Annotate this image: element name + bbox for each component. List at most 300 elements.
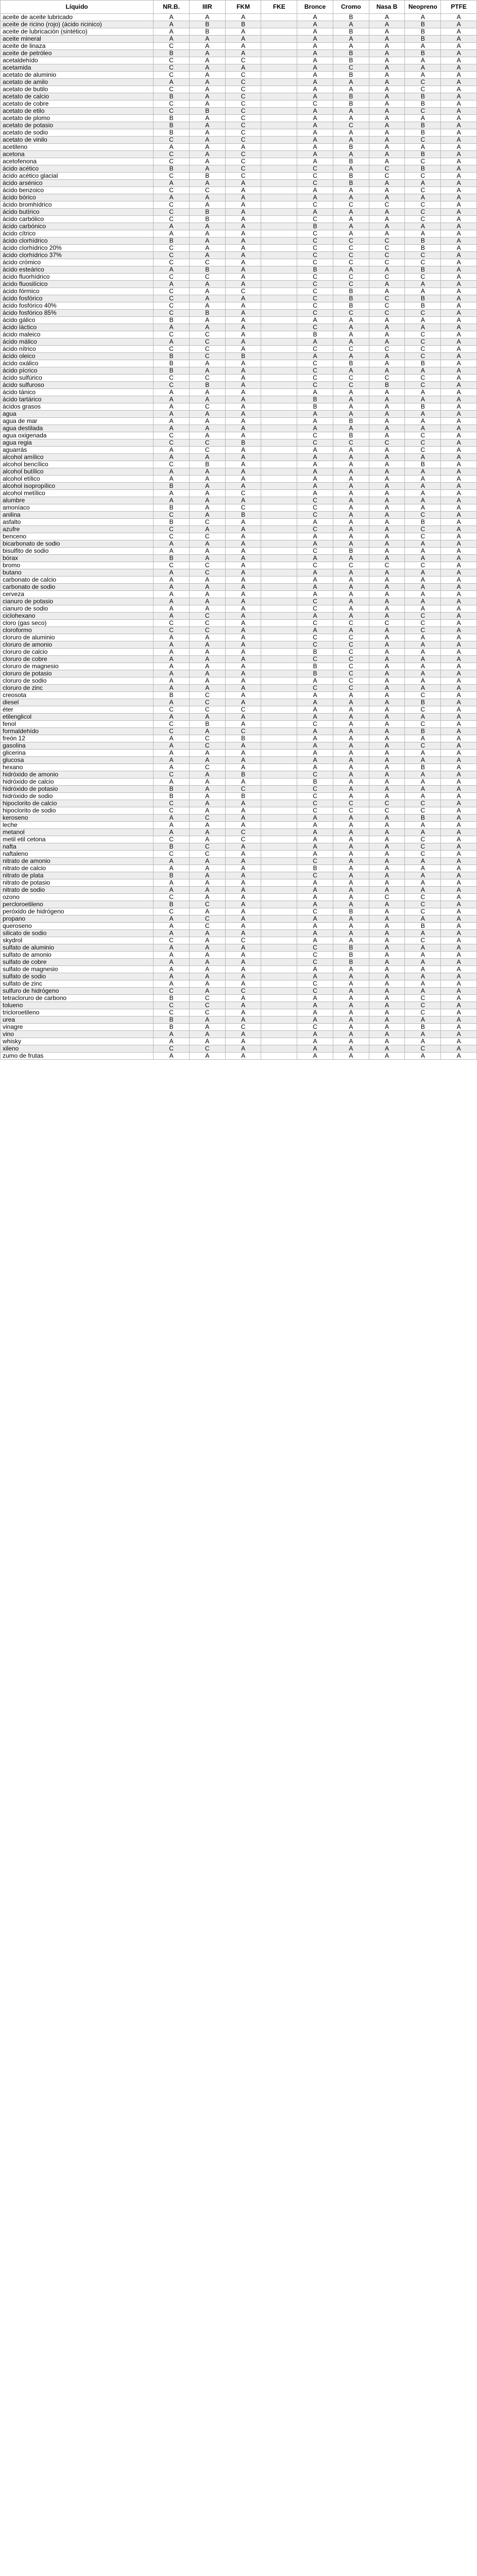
rating-cell: A bbox=[189, 137, 225, 144]
table-row bbox=[1, 79, 477, 86]
rating-cell: C bbox=[225, 57, 261, 64]
liquid-name-cell: ácido tánico bbox=[1, 389, 154, 396]
rating-cell bbox=[261, 187, 297, 194]
rating-cell bbox=[261, 598, 297, 605]
rating-cell: A bbox=[297, 613, 333, 620]
liquid-name-cell: aguarrás bbox=[1, 447, 154, 454]
rating-cell: C bbox=[154, 187, 190, 194]
rating-cell: C bbox=[405, 807, 441, 815]
rating-cell: C bbox=[297, 605, 333, 613]
rating-cell: A bbox=[297, 815, 333, 822]
table-row bbox=[1, 1053, 477, 1060]
rating-cell: A bbox=[189, 158, 225, 165]
rating-cell: A bbox=[441, 865, 477, 872]
table-row bbox=[1, 959, 477, 966]
rating-cell: A bbox=[369, 1038, 405, 1045]
rating-cell: A bbox=[441, 497, 477, 504]
rating-cell: C bbox=[297, 302, 333, 310]
rating-cell: A bbox=[441, 274, 477, 281]
rating-cell: A bbox=[297, 887, 333, 894]
table-row bbox=[1, 1024, 477, 1031]
rating-cell: C bbox=[333, 685, 369, 692]
rating-cell: A bbox=[189, 750, 225, 757]
rating-cell: A bbox=[225, 310, 261, 317]
table-row bbox=[1, 259, 477, 266]
rating-cell: C bbox=[297, 800, 333, 807]
rating-cell: A bbox=[369, 714, 405, 721]
rating-cell: A bbox=[405, 641, 441, 649]
rating-cell bbox=[261, 778, 297, 786]
rating-cell: A bbox=[189, 129, 225, 137]
rating-cell bbox=[261, 656, 297, 663]
table-row bbox=[1, 908, 477, 916]
rating-cell: A bbox=[189, 540, 225, 548]
rating-cell bbox=[261, 468, 297, 476]
liquid-name-cell: ácido benzoico bbox=[1, 187, 154, 194]
rating-cell: A bbox=[225, 64, 261, 72]
rating-cell: C bbox=[405, 209, 441, 216]
rating-cell: A bbox=[405, 288, 441, 295]
rating-cell: A bbox=[369, 555, 405, 562]
rating-cell: A bbox=[369, 14, 405, 21]
rating-cell: B bbox=[154, 317, 190, 324]
rating-cell: A bbox=[297, 584, 333, 591]
rating-cell: A bbox=[441, 908, 477, 916]
rating-cell: A bbox=[225, 144, 261, 151]
rating-cell: A bbox=[154, 916, 190, 923]
rating-cell: A bbox=[189, 238, 225, 245]
rating-cell: A bbox=[225, 1009, 261, 1016]
rating-cell: C bbox=[154, 57, 190, 64]
liquid-name-cell: agua bbox=[1, 411, 154, 418]
rating-cell bbox=[261, 533, 297, 540]
liquid-name-cell: silicato de sodio bbox=[1, 930, 154, 937]
liquid-name-cell: alcohol metílico bbox=[1, 490, 154, 497]
table-row bbox=[1, 266, 477, 274]
table-row bbox=[1, 490, 477, 497]
rating-cell: A bbox=[369, 923, 405, 930]
rating-cell: C bbox=[297, 324, 333, 331]
rating-cell: B bbox=[189, 21, 225, 28]
rating-cell: C bbox=[189, 439, 225, 447]
rating-cell bbox=[261, 757, 297, 764]
liquid-name-cell: acetato de butilo bbox=[1, 86, 154, 93]
table-row bbox=[1, 742, 477, 750]
rating-cell: A bbox=[297, 64, 333, 72]
rating-cell: A bbox=[441, 656, 477, 663]
liquid-name-cell: keroseno bbox=[1, 815, 154, 822]
rating-cell: A bbox=[333, 151, 369, 158]
rating-cell: A bbox=[154, 425, 190, 432]
rating-cell: A bbox=[441, 836, 477, 843]
rating-cell: A bbox=[225, 14, 261, 21]
rating-cell bbox=[261, 764, 297, 771]
rating-cell: B bbox=[405, 238, 441, 245]
rating-cell: A bbox=[297, 728, 333, 735]
rating-cell: A bbox=[369, 86, 405, 93]
rating-cell: A bbox=[297, 447, 333, 454]
table-row bbox=[1, 238, 477, 245]
rating-cell: A bbox=[154, 14, 190, 21]
table-row bbox=[1, 677, 477, 685]
rating-cell: C bbox=[405, 843, 441, 851]
rating-cell: A bbox=[441, 843, 477, 851]
liquid-name-cell: ácido fosfórico 85% bbox=[1, 310, 154, 317]
rating-cell: B bbox=[333, 180, 369, 187]
rating-cell bbox=[261, 620, 297, 627]
rating-cell: A bbox=[405, 858, 441, 865]
rating-cell: A bbox=[189, 555, 225, 562]
liquid-name-cell: butano bbox=[1, 569, 154, 577]
rating-cell: A bbox=[441, 800, 477, 807]
rating-cell: A bbox=[189, 302, 225, 310]
table-row bbox=[1, 122, 477, 129]
rating-cell: C bbox=[369, 201, 405, 209]
rating-cell bbox=[261, 281, 297, 288]
rating-cell bbox=[261, 79, 297, 86]
rating-cell: C bbox=[369, 245, 405, 252]
rating-cell: C bbox=[369, 238, 405, 245]
rating-cell: A bbox=[369, 72, 405, 79]
rating-cell bbox=[261, 461, 297, 468]
rating-cell: A bbox=[297, 1053, 333, 1060]
rating-cell: B bbox=[405, 151, 441, 158]
rating-cell: B bbox=[189, 28, 225, 36]
rating-cell: A bbox=[333, 497, 369, 504]
rating-cell bbox=[261, 1009, 297, 1016]
rating-cell: C bbox=[297, 512, 333, 519]
rating-cell: B bbox=[405, 100, 441, 108]
rating-cell: A bbox=[405, 490, 441, 497]
rating-cell: A bbox=[333, 519, 369, 526]
rating-cell bbox=[261, 800, 297, 807]
rating-cell: A bbox=[154, 605, 190, 613]
liquid-name-cell: aceite de linaza bbox=[1, 43, 154, 50]
rating-cell: A bbox=[225, 598, 261, 605]
table-row bbox=[1, 468, 477, 476]
rating-cell: B bbox=[189, 108, 225, 115]
rating-cell: A bbox=[154, 815, 190, 822]
rating-cell: C bbox=[154, 310, 190, 317]
table-row bbox=[1, 187, 477, 194]
rating-cell: A bbox=[225, 901, 261, 908]
rating-cell: A bbox=[154, 418, 190, 425]
rating-cell: A bbox=[154, 403, 190, 411]
rating-cell: C bbox=[405, 627, 441, 634]
liquid-name-cell: metil etil cetona bbox=[1, 836, 154, 843]
rating-cell bbox=[261, 72, 297, 79]
table-row bbox=[1, 627, 477, 634]
rating-cell: A bbox=[441, 72, 477, 79]
rating-cell: A bbox=[154, 858, 190, 865]
rating-cell: A bbox=[441, 548, 477, 555]
rating-cell: A bbox=[225, 533, 261, 540]
rating-cell: A bbox=[369, 230, 405, 238]
rating-cell: C bbox=[154, 627, 190, 634]
liquid-name-cell: cloruro de aluminio bbox=[1, 634, 154, 641]
rating-cell: A bbox=[405, 57, 441, 64]
rating-cell: C bbox=[154, 1009, 190, 1016]
rating-cell: A bbox=[405, 577, 441, 584]
table-row bbox=[1, 836, 477, 843]
rating-cell: A bbox=[441, 916, 477, 923]
rating-cell: A bbox=[333, 995, 369, 1002]
rating-cell: A bbox=[441, 266, 477, 274]
rating-cell: B bbox=[154, 115, 190, 122]
rating-cell: A bbox=[369, 266, 405, 274]
rating-cell: C bbox=[297, 432, 333, 439]
liquid-name-cell: zumo de frutas bbox=[1, 1053, 154, 1060]
rating-cell: A bbox=[333, 591, 369, 598]
rating-cell: B bbox=[154, 165, 190, 173]
rating-cell: B bbox=[297, 663, 333, 670]
rating-cell: A bbox=[189, 663, 225, 670]
table-row bbox=[1, 454, 477, 461]
rating-cell: A bbox=[333, 584, 369, 591]
rating-cell: C bbox=[297, 274, 333, 281]
rating-cell: B bbox=[405, 165, 441, 173]
rating-cell: A bbox=[154, 338, 190, 346]
rating-cell: A bbox=[225, 1053, 261, 1060]
rating-cell: C bbox=[405, 137, 441, 144]
rating-cell: A bbox=[369, 468, 405, 476]
rating-cell: C bbox=[189, 533, 225, 540]
rating-cell: B bbox=[225, 439, 261, 447]
rating-cell: B bbox=[333, 548, 369, 555]
liquid-name-cell: percloroetileno bbox=[1, 901, 154, 908]
rating-cell: A bbox=[189, 324, 225, 331]
rating-cell: A bbox=[225, 230, 261, 238]
table-row bbox=[1, 670, 477, 677]
rating-cell: A bbox=[441, 144, 477, 151]
rating-cell: A bbox=[369, 519, 405, 526]
rating-cell: A bbox=[333, 815, 369, 822]
rating-cell: A bbox=[189, 786, 225, 793]
rating-cell: A bbox=[154, 584, 190, 591]
rating-cell: A bbox=[189, 223, 225, 230]
rating-cell: C bbox=[154, 382, 190, 389]
rating-cell: A bbox=[333, 771, 369, 778]
rating-cell: A bbox=[369, 36, 405, 43]
rating-cell: A bbox=[441, 894, 477, 901]
rating-cell: A bbox=[225, 281, 261, 288]
rating-cell: C bbox=[333, 259, 369, 266]
table-row bbox=[1, 72, 477, 79]
rating-cell: C bbox=[189, 742, 225, 750]
rating-cell: A bbox=[369, 1031, 405, 1038]
liquid-name-cell: ácido clorhídrico bbox=[1, 238, 154, 245]
rating-cell: A bbox=[189, 605, 225, 613]
liquid-name-cell: acetileno bbox=[1, 144, 154, 151]
rating-cell: A bbox=[405, 591, 441, 598]
rating-cell: A bbox=[189, 1031, 225, 1038]
rating-cell: B bbox=[154, 129, 190, 137]
rating-cell: A bbox=[154, 194, 190, 201]
rating-cell: A bbox=[225, 887, 261, 894]
rating-cell: A bbox=[369, 64, 405, 72]
rating-cell bbox=[261, 266, 297, 274]
rating-cell: A bbox=[154, 180, 190, 187]
liquid-name-cell: acetofenona bbox=[1, 158, 154, 165]
rating-cell: C bbox=[154, 331, 190, 338]
rating-cell: A bbox=[225, 757, 261, 764]
liquid-name-cell: nitrato de amonio bbox=[1, 858, 154, 865]
rating-cell: A bbox=[441, 562, 477, 569]
rating-cell: A bbox=[441, 764, 477, 771]
rating-cell: A bbox=[333, 165, 369, 173]
table-row bbox=[1, 533, 477, 540]
table-row bbox=[1, 980, 477, 988]
rating-cell: A bbox=[154, 959, 190, 966]
rating-cell: A bbox=[154, 764, 190, 771]
rating-cell bbox=[261, 843, 297, 851]
rating-cell: B bbox=[405, 36, 441, 43]
rating-cell: A bbox=[441, 389, 477, 396]
rating-cell: C bbox=[405, 274, 441, 281]
rating-cell: C bbox=[225, 86, 261, 93]
rating-cell: A bbox=[189, 497, 225, 504]
liquid-name-cell: agua oxigenada bbox=[1, 432, 154, 439]
table-row bbox=[1, 425, 477, 432]
rating-cell: B bbox=[225, 353, 261, 360]
rating-cell: A bbox=[333, 829, 369, 836]
table-row bbox=[1, 822, 477, 829]
rating-cell bbox=[261, 988, 297, 995]
rating-cell bbox=[261, 238, 297, 245]
rating-cell: A bbox=[369, 504, 405, 512]
rating-cell: B bbox=[405, 50, 441, 57]
rating-cell: C bbox=[297, 252, 333, 259]
rating-cell: C bbox=[297, 793, 333, 800]
rating-cell: A bbox=[225, 324, 261, 331]
rating-cell: A bbox=[369, 793, 405, 800]
rating-cell: B bbox=[333, 944, 369, 952]
liquid-name-cell: ácido carbólico bbox=[1, 216, 154, 223]
rating-cell: A bbox=[154, 454, 190, 461]
liquid-name-cell: hidróxido de sodio bbox=[1, 793, 154, 800]
rating-cell bbox=[261, 959, 297, 966]
rating-cell: B bbox=[189, 310, 225, 317]
rating-cell: C bbox=[189, 259, 225, 266]
table-row bbox=[1, 591, 477, 598]
rating-cell: A bbox=[405, 757, 441, 764]
rating-cell: A bbox=[333, 483, 369, 490]
rating-cell: A bbox=[297, 742, 333, 750]
rating-cell: A bbox=[225, 425, 261, 432]
rating-cell: B bbox=[405, 245, 441, 252]
rating-cell: A bbox=[154, 548, 190, 555]
rating-cell: A bbox=[369, 591, 405, 598]
rating-cell bbox=[261, 14, 297, 21]
table-row bbox=[1, 201, 477, 209]
rating-cell: A bbox=[225, 187, 261, 194]
rating-cell bbox=[261, 43, 297, 50]
liquid-name-cell: carbonato de sodio bbox=[1, 584, 154, 591]
rating-cell: A bbox=[441, 439, 477, 447]
rating-cell: A bbox=[441, 786, 477, 793]
rating-cell: A bbox=[441, 959, 477, 966]
rating-cell: A bbox=[297, 699, 333, 706]
rating-cell: A bbox=[333, 476, 369, 483]
liquid-name-cell: ácido acético glacial bbox=[1, 173, 154, 180]
rating-cell: C bbox=[333, 238, 369, 245]
rating-cell: A bbox=[189, 526, 225, 533]
rating-cell: A bbox=[405, 454, 441, 461]
table-row bbox=[1, 476, 477, 483]
rating-cell: A bbox=[154, 79, 190, 86]
rating-cell: A bbox=[225, 822, 261, 829]
rating-cell: C bbox=[297, 360, 333, 367]
rating-cell: C bbox=[369, 375, 405, 382]
rating-cell: A bbox=[333, 36, 369, 43]
rating-cell bbox=[261, 324, 297, 331]
rating-cell: A bbox=[189, 988, 225, 995]
rating-cell: A bbox=[369, 959, 405, 966]
rating-cell: A bbox=[154, 490, 190, 497]
rating-cell bbox=[261, 382, 297, 389]
rating-cell: C bbox=[405, 620, 441, 627]
rating-cell: A bbox=[225, 980, 261, 988]
table-row bbox=[1, 714, 477, 721]
rating-cell: C bbox=[369, 562, 405, 569]
table-row bbox=[1, 36, 477, 43]
rating-cell: A bbox=[369, 180, 405, 187]
rating-cell: A bbox=[441, 714, 477, 721]
rating-cell: A bbox=[333, 778, 369, 786]
rating-cell: C bbox=[154, 259, 190, 266]
rating-cell: C bbox=[189, 843, 225, 851]
rating-cell: B bbox=[154, 1024, 190, 1031]
rating-cell bbox=[261, 108, 297, 115]
rating-cell bbox=[261, 829, 297, 836]
rating-cell: B bbox=[405, 815, 441, 822]
rating-cell: A bbox=[369, 778, 405, 786]
rating-cell: A bbox=[333, 266, 369, 274]
rating-cell: A bbox=[225, 865, 261, 872]
rating-cell: C bbox=[189, 901, 225, 908]
rating-cell: C bbox=[189, 851, 225, 858]
column-header: FKE bbox=[261, 1, 297, 14]
rating-cell bbox=[261, 180, 297, 187]
liquid-name-cell: sulfato de sodio bbox=[1, 973, 154, 980]
liquid-name-cell: anilina bbox=[1, 512, 154, 519]
rating-cell: A bbox=[154, 266, 190, 274]
rating-cell: A bbox=[225, 403, 261, 411]
liquid-name-cell: acetamida bbox=[1, 64, 154, 72]
rating-cell: A bbox=[189, 677, 225, 685]
rating-cell bbox=[261, 526, 297, 533]
liquid-name-cell: ácido sulfúrico bbox=[1, 375, 154, 382]
rating-cell bbox=[261, 649, 297, 656]
rating-cell: C bbox=[297, 180, 333, 187]
rating-cell: A bbox=[441, 367, 477, 375]
liquid-name-cell: agua de mar bbox=[1, 418, 154, 425]
rating-cell: A bbox=[189, 411, 225, 418]
rating-cell: A bbox=[405, 584, 441, 591]
rating-cell: C bbox=[333, 663, 369, 670]
table-row bbox=[1, 396, 477, 403]
rating-cell: C bbox=[297, 504, 333, 512]
table-row bbox=[1, 288, 477, 295]
rating-cell: A bbox=[154, 822, 190, 829]
liquid-name-cell: skydrol bbox=[1, 937, 154, 944]
rating-cell: A bbox=[369, 100, 405, 108]
table-row bbox=[1, 649, 477, 656]
rating-cell: A bbox=[369, 360, 405, 367]
rating-cell: A bbox=[297, 490, 333, 497]
rating-cell: A bbox=[225, 742, 261, 750]
table-row bbox=[1, 872, 477, 879]
